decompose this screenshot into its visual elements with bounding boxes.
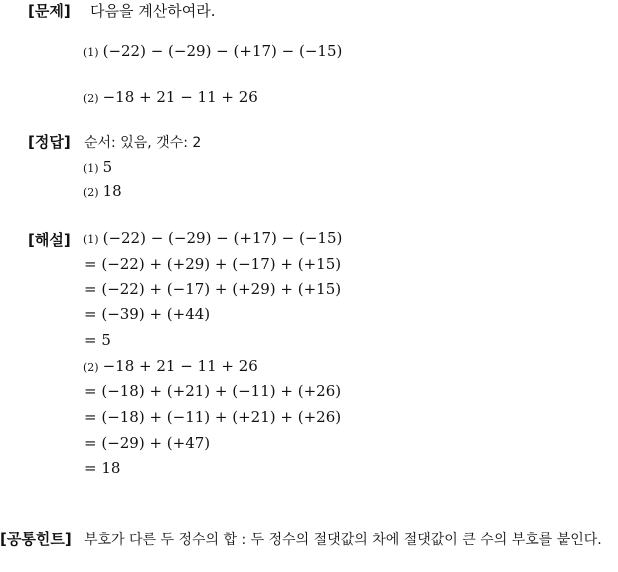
solution-part2-step-1: = (−18) + (+21) + (−11) + (+26) (84, 382, 342, 400)
solution-part2-step-2: = (−18) + (−11) + (+21) + (+26) (84, 408, 342, 426)
problem-instruction: 다음을 계산하여라. (90, 2, 216, 20)
answer-item-2-value: 18 (102, 182, 122, 200)
answer-item-2-number: (2) (83, 186, 99, 199)
solution-part2-step-4: = 18 (84, 459, 121, 477)
answer-item-1-value: 5 (102, 158, 113, 176)
solution-part2-step-3: = (−29) + (+47) (84, 434, 211, 452)
solution-label: [해설] (28, 231, 71, 249)
solution-part1-first-line (83, 229, 342, 247)
problem-item-2-number: (2) (83, 92, 99, 105)
solution-part1-step-2: = (−22) + (−17) + (+29) + (+15) (84, 280, 342, 298)
solution-part2-first-line (83, 357, 258, 375)
answer-item-1-number: (1) (83, 162, 99, 175)
problem-item-1-expression: (−22) − (−29) − (+17) − (−15) (102, 42, 343, 60)
answer-item-1 (83, 158, 112, 176)
solution-part1-step-3: = (−39) + (+44) (84, 305, 211, 323)
solution-part1-number: (1) (83, 233, 99, 246)
solution-part2-expression: −18 + 21 − 11 + 26 (102, 357, 258, 375)
solution-part1-expression: (−22) − (−29) − (+17) − (−15) (102, 229, 343, 247)
answer-label: [정답] (28, 133, 71, 151)
problem-label: [문제] (28, 2, 71, 20)
problem-item-2 (83, 88, 258, 106)
problem-item-2-expression: −18 + 21 − 11 + 26 (102, 88, 258, 106)
problem-item-1-number: (1) (83, 46, 99, 59)
hint-label: [공통힌트] (0, 530, 72, 548)
solution-part1-step-4: = 5 (84, 331, 111, 349)
answer-item-2 (83, 182, 122, 200)
solution-part2-number: (2) (83, 361, 99, 374)
hint-text: 부호가 다른 두 정수의 합 : 두 정수의 절댓값의 차에 절댓값이 큰 수의 부호를 붙인다. (84, 532, 602, 548)
solution-part1-step-1: = (−22) + (+29) + (−17) + (+15) (84, 255, 342, 273)
problem-item-1 (83, 42, 342, 60)
answer-meta: 순서: 있음, 갯수: 2 (84, 135, 202, 151)
